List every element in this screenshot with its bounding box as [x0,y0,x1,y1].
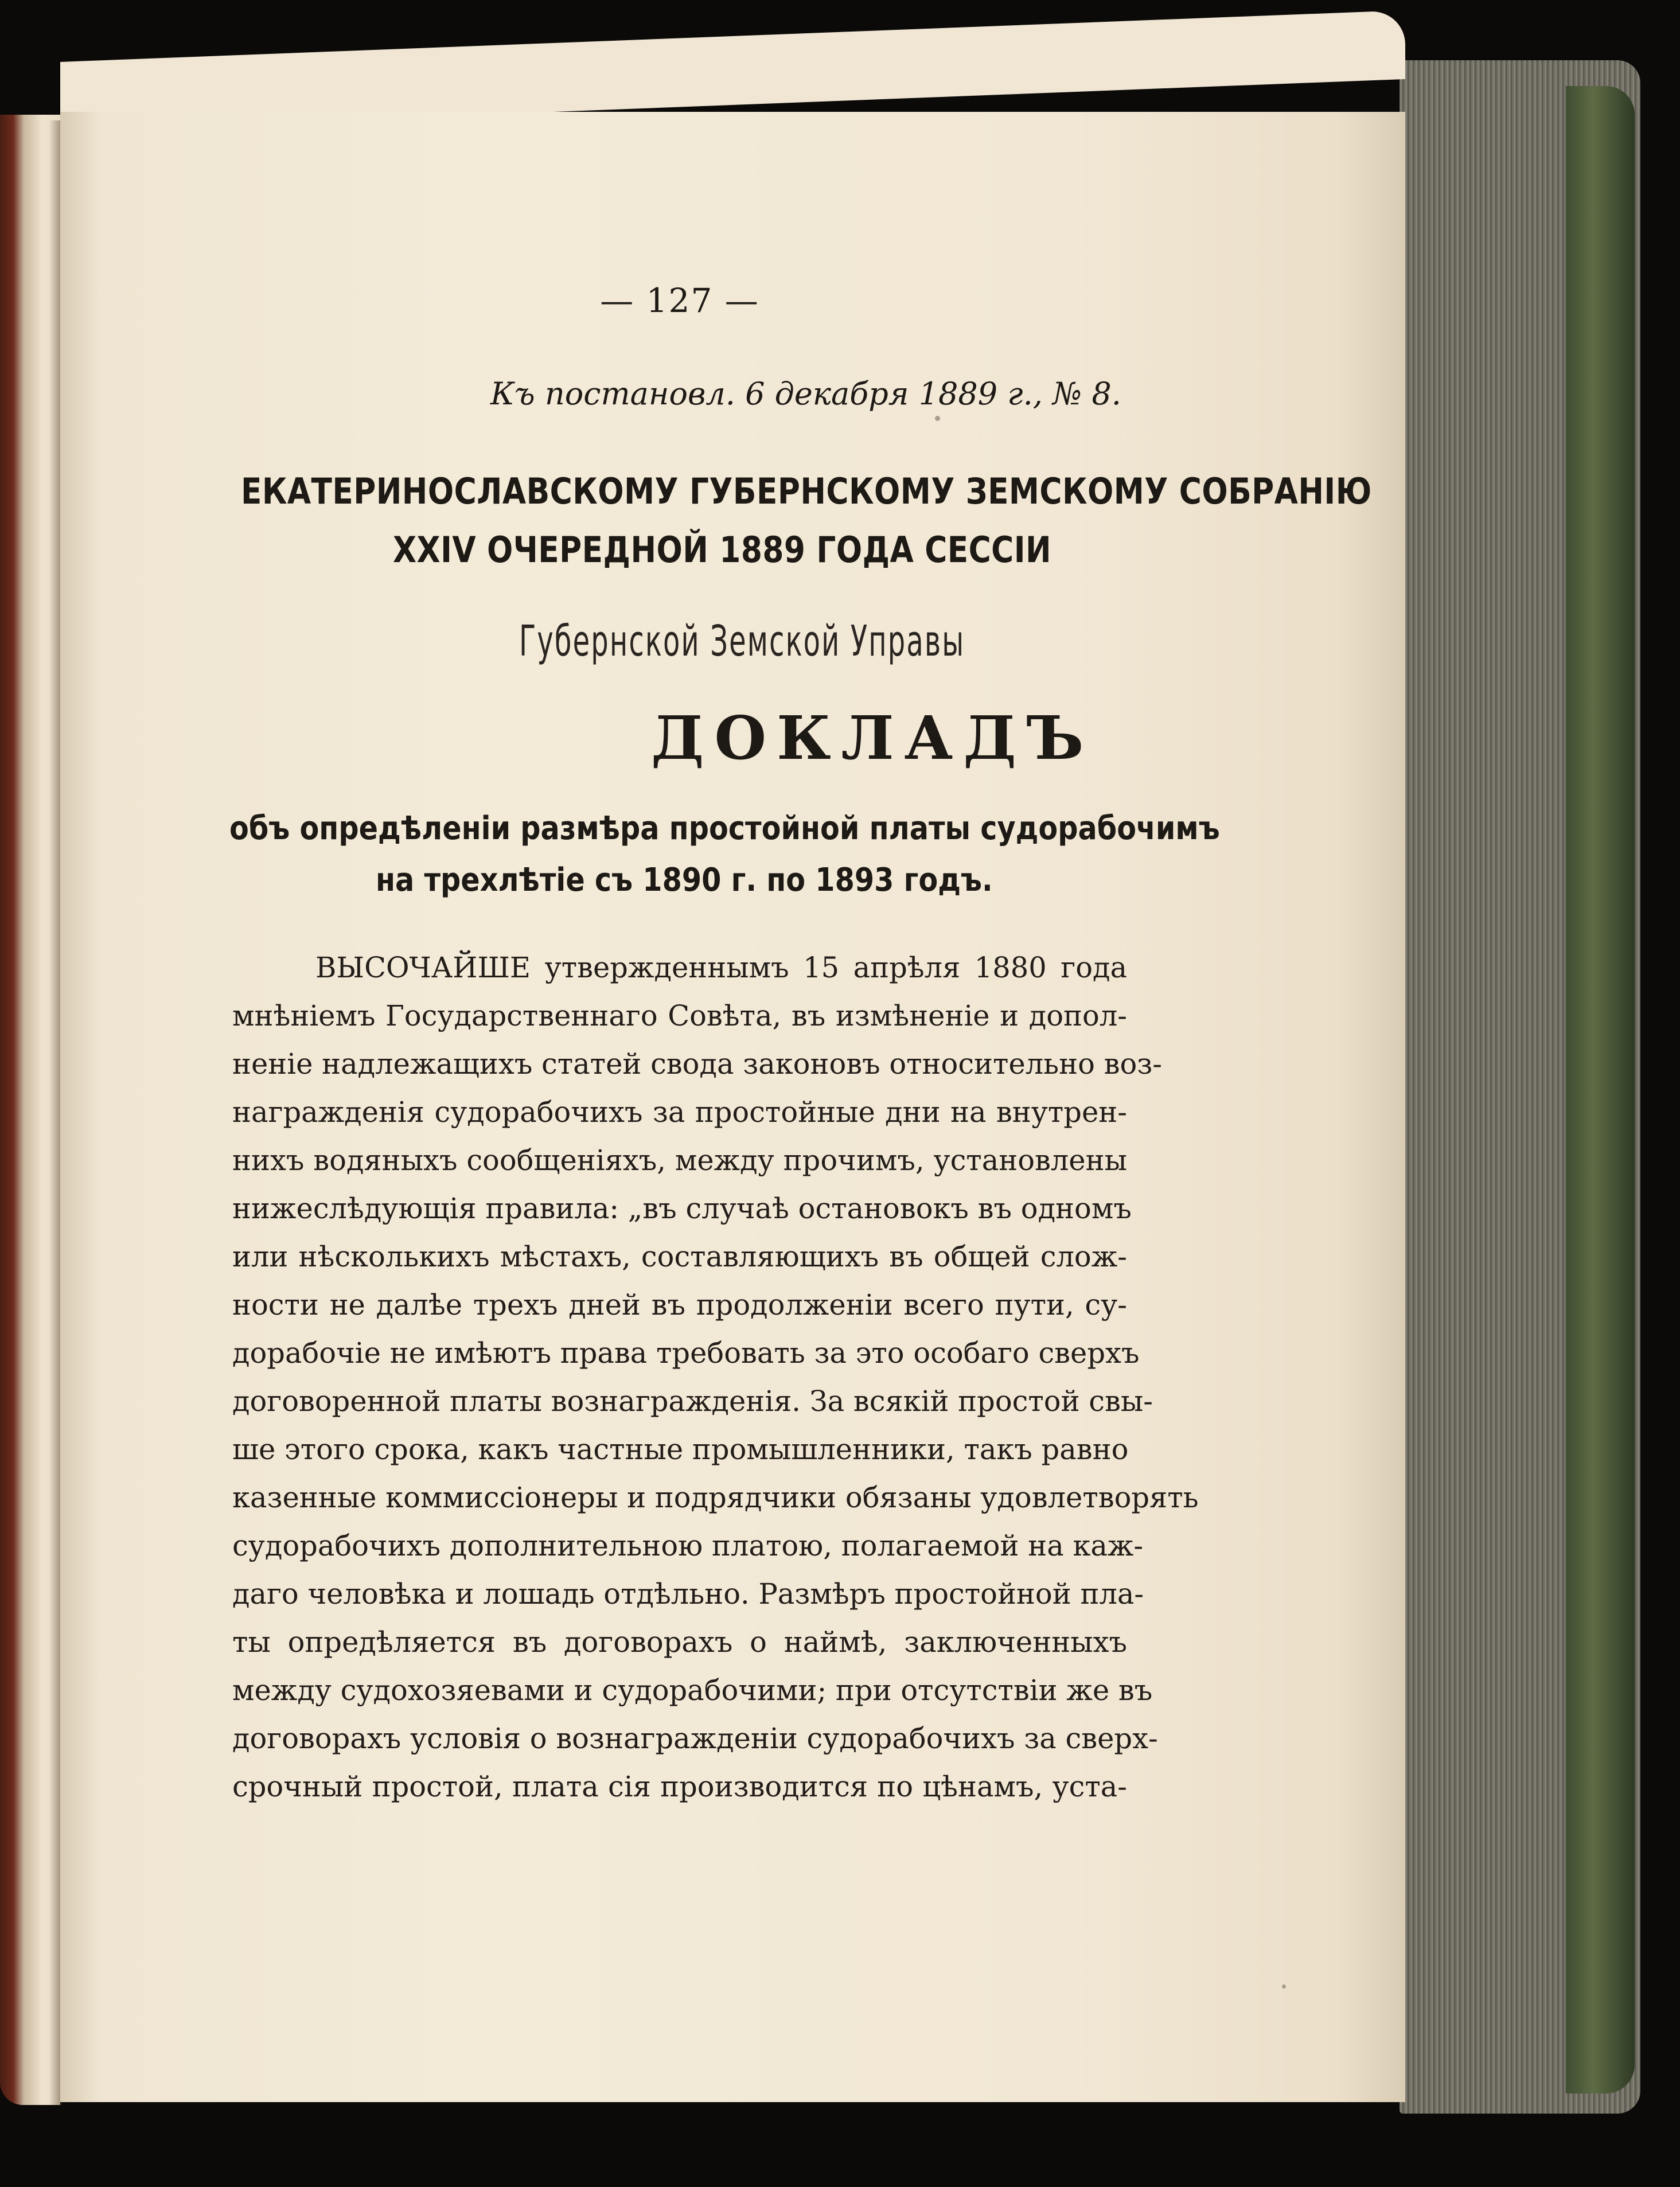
body-line: судорабочихъ дополнительною платою, полагаемой на каж- [232,1529,1144,1562]
body-line: ты опредѣляется въ договорахъ о наймѣ, заключенныхъ [232,1625,1127,1659]
body-line: или нѣсколькихъ мѣстахъ, составляющихъ въ общей слож- [232,1240,1127,1273]
body-line: между судохозяевами и судорабочими; при отсутствіи же въ [232,1674,1153,1707]
body-paragraph [232,944,1199,1811]
body-line: награжденія судорабочихъ за простойные дни на внутрен- [232,1096,1127,1129]
topic-line2: на трехлѣтіе съ 1890 г. по 1893 годъ. [376,861,993,899]
body-line: договоренной платы вознагражденія. За всякій простой свы- [232,1385,1153,1418]
body-line: ше этого срока, какъ частные промышленники, такъ равно [232,1433,1129,1466]
resolution-reference: Къ постановл. 6 декабря 1889 г., № 8. [490,376,1121,412]
body-line: даго человѣка и лошадь отдѣльно. Размѣръ простойной пла- [232,1577,1144,1611]
document-title: ДОКЛАДЪ [651,703,1094,773]
body-line: казенные коммиссіонеры и подрядчики обязаны удовлетворять [232,1481,1199,1514]
assembly-heading-line2: XXIV ОЧЕРЕДНОЙ 1889 ГОДА СЕССІИ [393,529,1052,571]
board-subheading: Губернской Земской Управы [519,617,965,666]
body-line: дорабочіе не имѣютъ права требовать за это особаго сверхъ [232,1336,1140,1370]
body-line: ВЫСОЧАЙШЕ утвержденнымъ 15 апрѣля 1880 года [315,951,1127,984]
body-line: ности не далѣе трехъ дней въ продолженіи всего пути, су- [232,1288,1127,1321]
body-line: нижеслѣдующія правила: „въ случаѣ остановокъ въ одномъ [232,1192,1132,1225]
assembly-heading-line1: ЕКАТЕРИНОСЛАВСКОМУ ГУБЕРНСКОМУ ЗЕМСКОМУ СОБРАНІЮ [241,470,1372,512]
topic-line1: объ опредѣленіи размѣра простойной платы судорабочимъ [229,810,1220,847]
body-line: нихъ водяныхъ сообщеніяхъ, между прочимъ, установлены [232,1144,1127,1177]
body-line: договорахъ условія о вознагражденіи судорабочихъ за сверх- [232,1722,1158,1755]
page-number: — 127 — [600,281,759,320]
body-line: мнѣніемъ Государственнаго Совѣта, въ измѣненіе и допол- [232,999,1127,1032]
body-line: неніе надлежащихъ статей свода законовъ относительно воз- [232,1047,1163,1081]
body-line: срочный простой, плата сія производится по цѣнамъ, уста- [232,1770,1127,1803]
